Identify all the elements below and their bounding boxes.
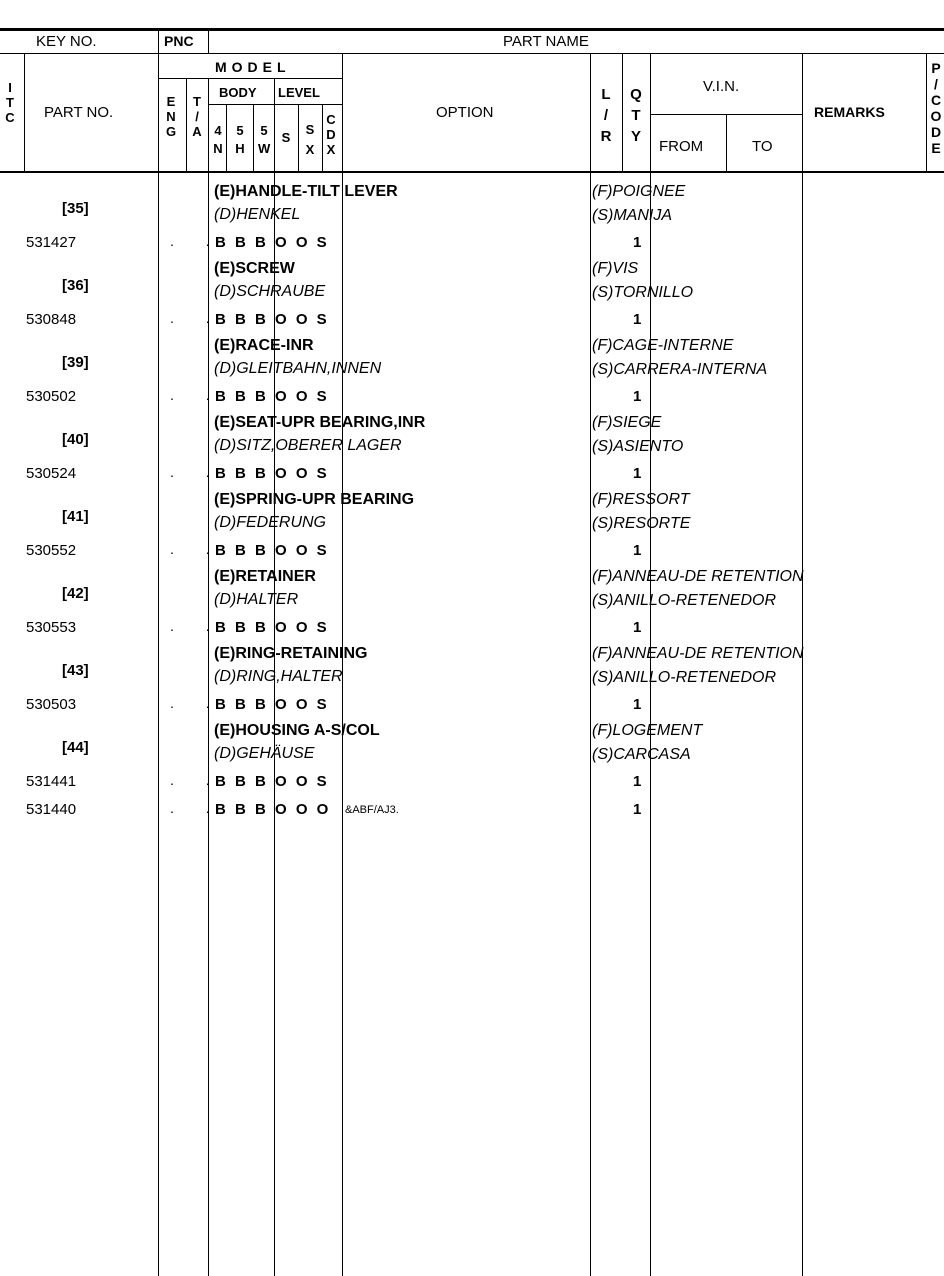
eng-ta-dots: . . bbox=[170, 800, 224, 816]
ta-header: T / A bbox=[192, 94, 202, 139]
french-name: (F)LOGEMENT bbox=[592, 722, 703, 739]
part-no-header: PART NO. bbox=[44, 104, 114, 121]
body-rule-ta bbox=[208, 171, 209, 1276]
body-rule-option bbox=[590, 171, 591, 1276]
key-number: [42] bbox=[62, 585, 89, 602]
part-number: 530503 bbox=[26, 696, 77, 713]
col-rule-qty bbox=[650, 53, 651, 171]
level-col-cdx: C D X bbox=[326, 112, 336, 157]
level-col-s: S bbox=[281, 130, 291, 145]
model-codes: B B B O O S bbox=[215, 619, 330, 636]
quantity: 1 bbox=[633, 773, 642, 790]
body-rule-keyno bbox=[158, 171, 159, 1276]
col-rule-remarks bbox=[926, 53, 927, 171]
part-number: 530552 bbox=[26, 542, 77, 559]
part-number: 531427 bbox=[26, 234, 77, 251]
eng-ta-dots: . . bbox=[170, 772, 224, 788]
english-name: (E)RACE-INR bbox=[214, 337, 314, 354]
english-name: (E)HOUSING A-S/COL bbox=[214, 722, 380, 739]
col-rule-option bbox=[590, 53, 591, 171]
eng-ta-dots: . . bbox=[170, 310, 224, 326]
eng-ta-dots: . . bbox=[170, 695, 224, 711]
spanish-name: (S)TORNILLO bbox=[592, 284, 694, 301]
col-rule-keyno bbox=[158, 28, 159, 171]
model-codes: B B B O O S bbox=[215, 234, 330, 251]
key-number: [39] bbox=[62, 354, 89, 371]
body-col-4n: 4 N bbox=[213, 123, 223, 156]
key-number: [35] bbox=[62, 200, 89, 217]
col-rule-sx bbox=[322, 104, 323, 171]
col-rule-eng bbox=[186, 78, 187, 171]
quantity: 1 bbox=[633, 311, 642, 328]
col-rule-ta bbox=[208, 78, 209, 171]
french-name: (F)VIS bbox=[592, 260, 639, 277]
english-name: (E)SCREW bbox=[214, 260, 295, 277]
german-name: (D)GEHÄUSE bbox=[214, 745, 315, 762]
part-number: 531440 bbox=[26, 801, 77, 818]
spanish-name: (S)ANILLO-RETENEDOR bbox=[592, 592, 777, 609]
col-rule-5h bbox=[253, 104, 254, 171]
from-header: FROM bbox=[659, 138, 704, 155]
body-col-5w: 5 W bbox=[258, 123, 271, 156]
col-rule-body bbox=[274, 78, 275, 171]
col-rule-s bbox=[298, 104, 299, 171]
option-code: &ABF/AJ3. bbox=[345, 804, 399, 816]
body-header: BODY bbox=[219, 85, 257, 100]
option-header: OPTION bbox=[436, 104, 494, 121]
part-number: 530502 bbox=[26, 388, 77, 405]
spanish-name: (S)CARCASA bbox=[592, 746, 691, 763]
english-name: (E)SEAT-UPR BEARING,INR bbox=[214, 414, 426, 431]
eng-ta-dots: . . bbox=[170, 618, 224, 634]
french-name: (F)CAGE-INTERNE bbox=[592, 337, 734, 354]
level-header: LEVEL bbox=[278, 85, 320, 100]
quantity: 1 bbox=[633, 696, 642, 713]
level-col-sx: S X bbox=[305, 122, 315, 157]
col-rule-model bbox=[342, 53, 343, 171]
spanish-name: (S)ASIENTO bbox=[592, 438, 684, 455]
eng-ta-dots: . . bbox=[170, 541, 224, 557]
body-col-5h: 5 H bbox=[235, 123, 245, 156]
spanish-name: (S)RESORTE bbox=[592, 515, 691, 532]
french-name: (F)POIGNEE bbox=[592, 183, 686, 200]
german-name: (D)HENKEL bbox=[214, 206, 301, 223]
model-codes: B B B O O S bbox=[215, 696, 330, 713]
col-rule-from bbox=[726, 114, 727, 171]
key-number: [40] bbox=[62, 431, 89, 448]
col-rule-pnc bbox=[208, 28, 209, 53]
english-name: (E)RING-RETAINING bbox=[214, 645, 368, 662]
eng-ta-dots: . . bbox=[170, 233, 224, 249]
french-name: (F)ANNEAU-DE RETENTION bbox=[592, 568, 804, 585]
part-name-header: PART NAME bbox=[503, 33, 589, 50]
model-codes: B B B O O S bbox=[215, 773, 330, 790]
qty-header: Q T Y bbox=[630, 86, 642, 145]
german-name: (D)GLEITBAHN,INNEN bbox=[214, 360, 382, 377]
header-top-rule bbox=[0, 28, 944, 31]
col-rule-itc bbox=[24, 53, 25, 171]
german-name: (D)SCHRAUBE bbox=[214, 283, 326, 300]
itc-header: I T C bbox=[5, 80, 15, 125]
model-codes: B B B O O S bbox=[215, 465, 330, 482]
model-codes: B B B O O S bbox=[215, 388, 330, 405]
to-header: TO bbox=[752, 138, 773, 155]
quantity: 1 bbox=[633, 619, 642, 636]
german-name: (D)RING,HALTER bbox=[214, 668, 343, 685]
model-codes: B B B O O S bbox=[215, 542, 330, 559]
part-number: 530553 bbox=[26, 619, 77, 636]
model-codes: B B B O O O bbox=[215, 801, 331, 818]
col-rule-vin bbox=[802, 53, 803, 171]
french-name: (F)ANNEAU-DE RETENTION bbox=[592, 645, 804, 662]
quantity: 1 bbox=[633, 801, 642, 818]
eng-ta-dots: . . bbox=[170, 464, 224, 480]
spanish-name: (S)CARRERA-INTERNA bbox=[592, 361, 768, 378]
quantity: 1 bbox=[633, 388, 642, 405]
pnc-header: PNC bbox=[164, 33, 194, 49]
key-number: [43] bbox=[62, 662, 89, 679]
eng-header: E N G bbox=[165, 94, 177, 139]
spanish-name: (S)ANILLO-RETENEDOR bbox=[592, 669, 777, 686]
key-number: [44] bbox=[62, 739, 89, 756]
part-number: 531441 bbox=[26, 773, 77, 790]
col-rule-lr bbox=[622, 53, 623, 171]
quantity: 1 bbox=[633, 542, 642, 559]
german-name: (D)FEDERUNG bbox=[214, 514, 326, 531]
english-name: (E)SPRING-UPR BEARING bbox=[214, 491, 415, 508]
part-number: 530848 bbox=[26, 311, 77, 328]
english-name: (E)RETAINER bbox=[214, 568, 316, 585]
german-name: (D)HALTER bbox=[214, 591, 299, 608]
model-codes: B B B O O S bbox=[215, 311, 330, 328]
remarks-header: REMARKS bbox=[814, 104, 885, 120]
col-rule-4n bbox=[226, 104, 227, 171]
key-no-header: KEY NO. bbox=[36, 33, 97, 50]
body-rule-vin bbox=[802, 171, 803, 1276]
vin-header: V.I.N. bbox=[703, 78, 740, 95]
key-number: [36] bbox=[62, 277, 89, 294]
eng-ta-dots: . . bbox=[170, 387, 224, 403]
french-name: (F)SIEGE bbox=[592, 414, 662, 431]
german-name: (D)SITZ,OBERER LAGER bbox=[214, 437, 402, 454]
quantity: 1 bbox=[633, 465, 642, 482]
part-number: 530524 bbox=[26, 465, 77, 482]
spanish-name: (S)MANIJA bbox=[592, 207, 672, 224]
key-number: [41] bbox=[62, 508, 89, 525]
lr-header: L / R bbox=[600, 86, 612, 145]
english-name: (E)HANDLE-TILT LEVER bbox=[214, 183, 398, 200]
model-header: MODEL bbox=[215, 59, 291, 75]
french-name: (F)RESSORT bbox=[592, 491, 690, 508]
pcode-header: P / C O D E bbox=[930, 60, 942, 156]
quantity: 1 bbox=[633, 234, 642, 251]
